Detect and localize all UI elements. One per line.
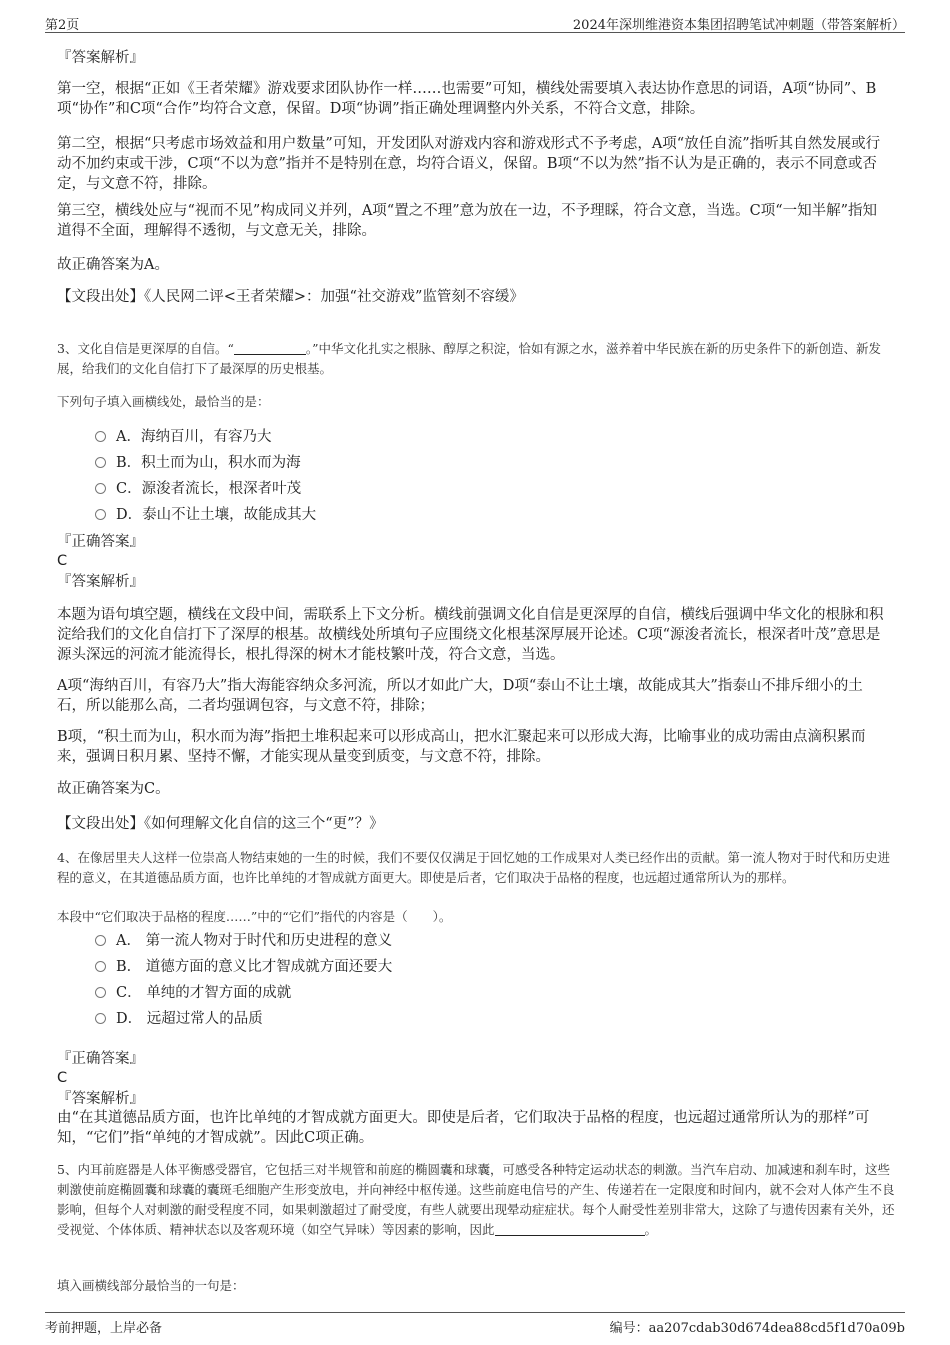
q2-analysis-label: 『答案解析』 [57,50,144,66]
q3-analysis-p2: A项“海纳百川，有容乃大”指大海能容纳众多河流，所以才如此广大，D项“泰山不让土壤，故能成其大”指泰山不排斥细小的土石，所以能那么高，二者均强调包容，与文意不符，排除； [57,678,863,714]
q5-stem: 5、内耳前庭器是人体平衡感受器官，它包括三对半规管和前庭的椭圆囊和球囊，可感受各种特定运动状态的刺激。当汽车启动、加减速和刹车时，这些刺激使前庭椭圆囊和球囊的囊斑毛细胞产生形变放电，并向神经中枢传递。这些前庭电信号的产生、传递若在一定限度和时间内，就不会对人体产生不良影响，但每个人对刺激的耐受程度不同，如果刺激超过了耐受度，有些人就要出现晕动症症状。每个人耐受性差别非常大，这除了与遗传因素有关外，还受视觉、个体体质、精神状态以及客观环境（如空气异味）等因素的影响，因此 。 [57,1162,895,1237]
q2-analysis-p2: 第二空，根据“只考虑市场效益和用户数量”可知，开发团队对游戏内容和游戏形式不予考虑，A项“放任自流”指听其自然发展或行动不加约束或干涉，C项“不以为意”指并不是特别在意，均符合语义，保留。B项“不以为然”指不认为是正确的，表示不同意或否定，与文意不符，排除。 [57,136,881,192]
page-header [45,12,905,33]
q4-option-a[interactable]: A． 第一流人物对于时代和历史进程的意义 [95,931,392,951]
q3-correct-label: 『正确答案』 [57,534,144,550]
footer-slogan: 考前押题，上岸必备 [45,1321,163,1336]
q3-analysis-p3: B项，“积土而为山，积水而为海”指把土堆积起来可以形成高山，把水汇聚起来可以形成大海，比喻事业的成功需由点滴积累而来，强调日积月累、坚持不懈，才能实现从量变到质变，与文意不符，排除。 [57,729,866,765]
q4-analysis-label: 『答案解析』 [57,1091,144,1107]
q3-conclusion: 故正确答案为C。 [57,781,170,797]
q5-prompt: 填入画横线部分最恰当的一句是： [57,1278,245,1293]
q2-analysis-p1: 第一空，根据“正如《王者荣耀》游戏要求团队协作一样……也需要”可知，横线处需要填入表达协作意思的词语，A项“协同”、B项“协作”和C项“合作”均符合文意，保留。D项“协调”指正确处理调整内外关系，不符合文意，排除。 [57,81,877,117]
radio-icon[interactable] [95,987,106,998]
q4-prompt: 本段中“它们取决于品格的程度……”中的“它们”指代的内容是（ ）。 [57,909,452,924]
q4-correct-label: 『正确答案』 [57,1051,144,1067]
q3-option-c[interactable]: C．源浚者流长，根深者叶茂 [95,479,301,499]
q3-analysis-label: 『答案解析』 [57,574,144,590]
q3-source: 【文段出处】《如何理解文化自信的这三个“更”？》 [57,816,384,832]
radio-icon[interactable] [95,483,106,494]
fill-blank [495,1222,645,1236]
q4-correct-answer: C [57,1070,68,1086]
page-number: 第2页 [45,18,80,33]
fill-blank [234,341,306,355]
q4-option-d[interactable]: D． 远超过常人的品质 [95,1009,263,1029]
radio-icon[interactable] [95,457,106,468]
document-id: 编号：aa207cdab30d674dea88cd5f1d70a09b [609,1321,905,1336]
q2-source: 【文段出处】《人民网二评<王者荣耀>：加强“社交游戏”监管刻不容缓》 [57,289,524,305]
q4-stem: 4、在像居里夫人这样一位崇高人物结束她的一生的时候，我们不要仅仅满足于回忆她的工作成果对人类已经作出的贡献。第一流人物对于时代和历史进程的意义，在其道德品质方面，也许比单纯的才智成就方面更大。即使是后者，它们取决于品格的程度，也远超过通常所认为的那样。 [57,850,890,885]
radio-icon[interactable] [95,431,106,442]
q4-option-c[interactable]: C． 单纯的才智方面的成就 [95,983,291,1003]
q3-prompt: 下列句子填入画横线处，最恰当的是： [57,394,270,409]
q4-option-b[interactable]: B． 道德方面的意义比才智成就方面还要大 [95,957,392,977]
radio-icon[interactable] [95,935,106,946]
q3-option-b[interactable]: B．积土而为山，积水而为海 [95,453,301,473]
q3-stem: 3、文化自信是更深厚的自信。“ 。”中华文化扎实之根脉、醇厚之积淀，恰如有源之水，滋养着中华民族在新的历史条件下的新创造、新发展，给我们的文化自信打下了最深厚的历史根基。 [57,341,882,376]
q2-analysis-p3: 第三空，横线处应与“视而不见”构成同义并列，A项“置之不理”意为放在一边，不予理睬，符合文意，当选。C项“一知半解”指知道得不全面，理解得不透彻，与文意无关，排除。 [57,203,878,239]
q3-option-d[interactable]: D．泰山不让土壤，故能成其大 [95,505,316,525]
q3-correct-answer: C [57,553,68,569]
q3-option-a[interactable]: A．海纳百川，有容乃大 [95,427,271,447]
q2-conclusion: 故正确答案为A。 [57,257,169,273]
q3-analysis-p1: 本题为语句填空题，横线在文段中间，需联系上下文分析。横线前强调文化自信是更深厚的自信，横线后强调中华文化的根脉和积淀给我们的文化自信打下了深厚的根基。故横线处所填句子应围绕文化根基深厚展开论述。C项“源浚者流长，根深者叶茂”意思是源头深远的河流才能流得长，根扎得深的树木才能枝繁叶茂，符合文意，当选。 [57,607,884,663]
q4-analysis-p1: 由“在其道德品质方面，也许比单纯的才智成就方面更大。即使是后者，它们取决于品格的程度，也远超过通常所认为的那样”可知，“它们”指“单纯的才智成就”。因此C项正确。 [57,1110,870,1146]
radio-icon[interactable] [95,961,106,972]
radio-icon[interactable] [95,509,106,520]
radio-icon[interactable] [95,1013,106,1024]
document-title: 2024年深圳维港资本集团招聘笔试冲刺题（带答案解析） [572,18,905,33]
page-footer [45,1312,905,1335]
